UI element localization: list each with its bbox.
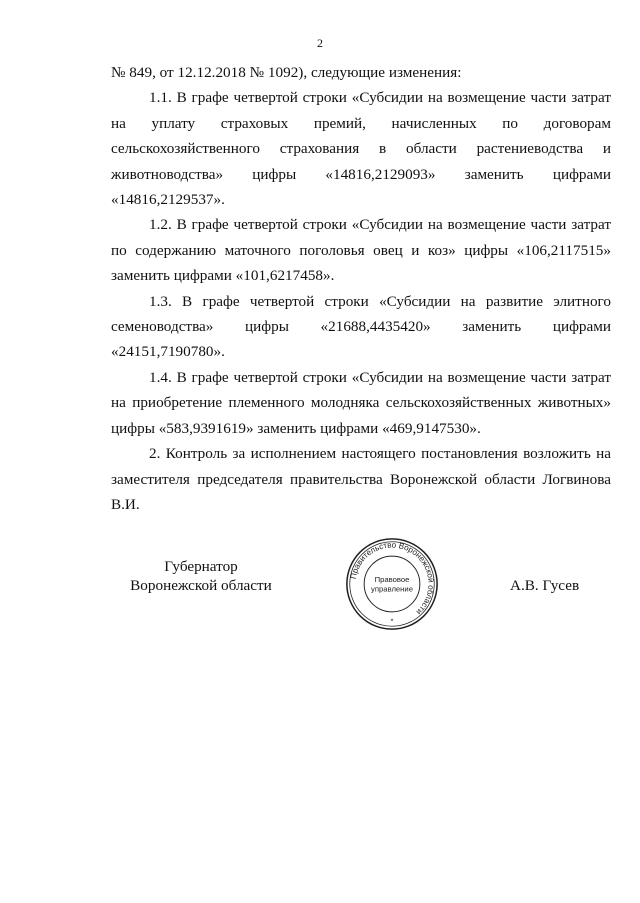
paragraph-1-3: 1.3. В графе четвертой строки «Субсидии на развитие элитного семеноводства» цифры «21688,4435420» заменить цифрами «24151,7190780».	[111, 292, 611, 361]
signatory-title	[111, 557, 291, 595]
seal-center-line-1: Правовое	[374, 575, 410, 585]
paragraph-1-2: 1.2. В графе четвертой строки «Субсидии на возмещение части затрат по содержанию маточного поголовья овец и коз» цифры «106,2117515» заменить цифрами «101,6217458».	[111, 216, 611, 285]
seal-center-line-2: управление	[371, 584, 413, 594]
seal-ring-text: Правительство Воронежской области	[348, 540, 436, 617]
paragraph-continuation: № 849, от 12.12.2018 № 1092), следующие изменения:	[111, 64, 462, 81]
official-seal	[344, 536, 440, 632]
document-body	[111, 60, 611, 517]
signatory-title-line-2: Воронежской области	[130, 577, 272, 594]
signatory-name: А.В. Гусев	[510, 577, 580, 594]
paragraph-2: 2. Контроль за исполнением настоящего постановления возложить на заместителя председателя правительства Воронежской области Логвинова В.И.	[111, 445, 611, 513]
signatory-title-line-1: Губернатор	[164, 558, 238, 575]
page-number: 2	[317, 36, 323, 50]
seal-star-icon: *	[390, 616, 394, 626]
paragraph-1-1: 1.1. В графе четвертой строки «Субсидии на возмещение части затрат на уплату страховых премий, начисленных по договорам сельскохозяйственного страхования в области растениеводства и животноводства» цифры «14816,2129093» заменить цифрами «14816,2129537».	[111, 89, 611, 209]
paragraph-1-4: 1.4. В графе четвертой строки «Субсидии на возмещение части затрат на приобретение племенного молодняка сельскохозяйственных животных» цифры «583,9391619» заменить цифрами «469,9147530».	[111, 368, 611, 437]
